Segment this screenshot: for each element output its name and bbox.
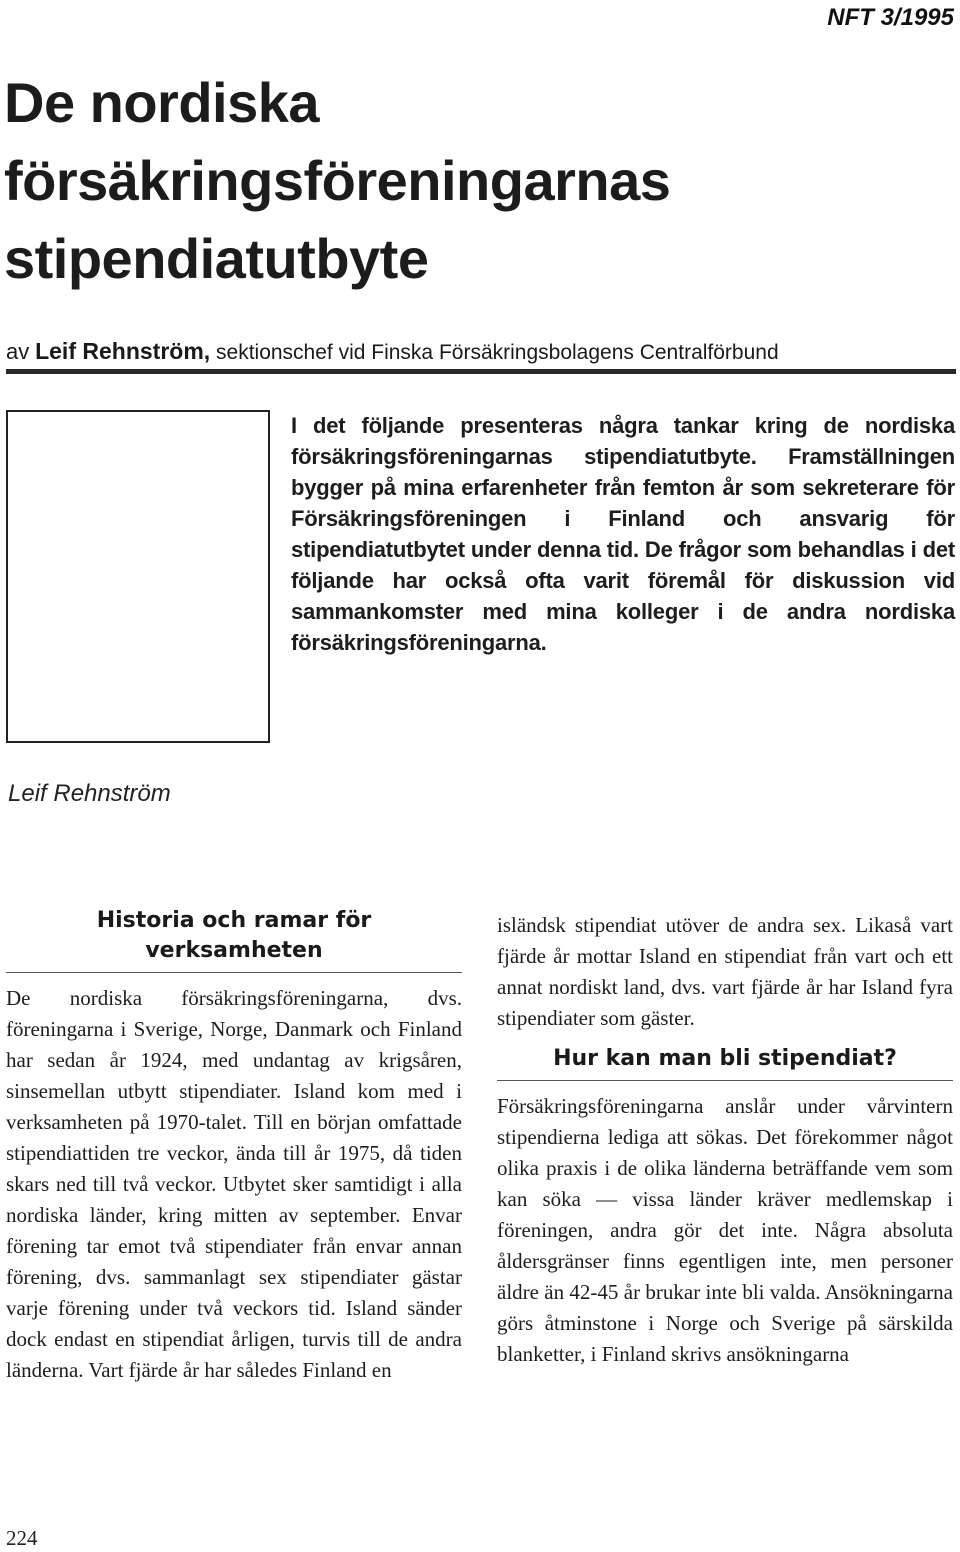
section-heading-history: Historia och ramar för verksamheten	[96, 908, 372, 963]
issue-label: NFT 3/1995	[827, 4, 954, 31]
byline-author: Leif Rehnström,	[35, 338, 211, 364]
byline-prefix: av	[6, 339, 30, 364]
lead-paragraph: I det följande presenteras några tankar kring de nordiska försäkringsföreningarnas stipendiatutbyte. Framställningen bygger på mina erfarenheter från femton år som sekreterare för Försäkringsföreningen i Finland och ansvarig för stipendiatutbytet under denna tid. De frågor som behandlas i det följande har också ofta varit föremål för diskussion vid sammankomster med mina kolleger i de andra nordiska försäkringsföreningarna.	[291, 413, 955, 655]
title-line-2: försäkringsföreningarnas	[4, 149, 671, 212]
left-column	[6, 906, 462, 1386]
title-line-1: De nordiska	[4, 71, 320, 134]
page-number: 224	[6, 1526, 38, 1550]
title-line-3: stipendiatutbyte	[4, 227, 429, 290]
byline-role: sektionschef vid Finska Försäkringsbolagens Centralförbund	[216, 341, 779, 364]
photo-caption: Leif Rehnström	[8, 780, 171, 807]
section-heading-block	[497, 1044, 953, 1081]
section-rule	[497, 1080, 953, 1081]
author-photo-frame	[6, 410, 270, 743]
byline-rule	[6, 369, 956, 374]
section-heading-how: Hur kan man bli stipendiat?	[553, 1046, 897, 1071]
body-text-right-bottom: Försäkringsföreningarna anslår under vårvintern stipendierna lediga att sökas. Det förekommer något olika praxis i de olika länderna beträffande vem som kan söka — vissa länder kräver medlemskap i föreningen, andra gör det inte. Några absoluta åldersgränser finns egentligen inte, men personer äldre än 42-45 år brukar inte bli valda. Ansökningarna görs åtminstone i Norge och Sverige på särskilda blanketter, i Finland skrivs ansökningarna	[497, 1094, 953, 1366]
body-text-left: De nordiska försäkringsföreningarna, dvs. föreningarna i Sverige, Norge, Danmark och Finland har sedan år 1924, med undantag av krigsåren, sinsemellan utbytt stipendiater. Island kom med i verksamheten på 1970-talet. Till en början omfattade stipendiattiden tre veckor, ända till år 1975, då tiden skars ned till två veckor. Utbytet sker samtidigt i alla nordiska länder, kring mitten av september. Envar förening tar emot två stipendiater från envar annan förening, dvs. sammanlagt sex stipendiater gästar varje förening under två veckors tid. Island sänder dock endast en stipendiat årligen, turvis till de andra länderna. Vart fjärde år har således Finland en	[6, 986, 462, 1382]
article-title	[4, 64, 944, 298]
right-column	[497, 910, 953, 1370]
byline	[6, 336, 954, 366]
body-text-right-top: isländsk stipendiat utöver de andra sex. Likaså vart fjärde år mottar Island en stipendiat från vart och ett annat nordiskt land, dvs. vart fjärde år har Island fyra stipendiater som gäster.	[497, 913, 953, 1030]
section-rule	[6, 972, 462, 973]
